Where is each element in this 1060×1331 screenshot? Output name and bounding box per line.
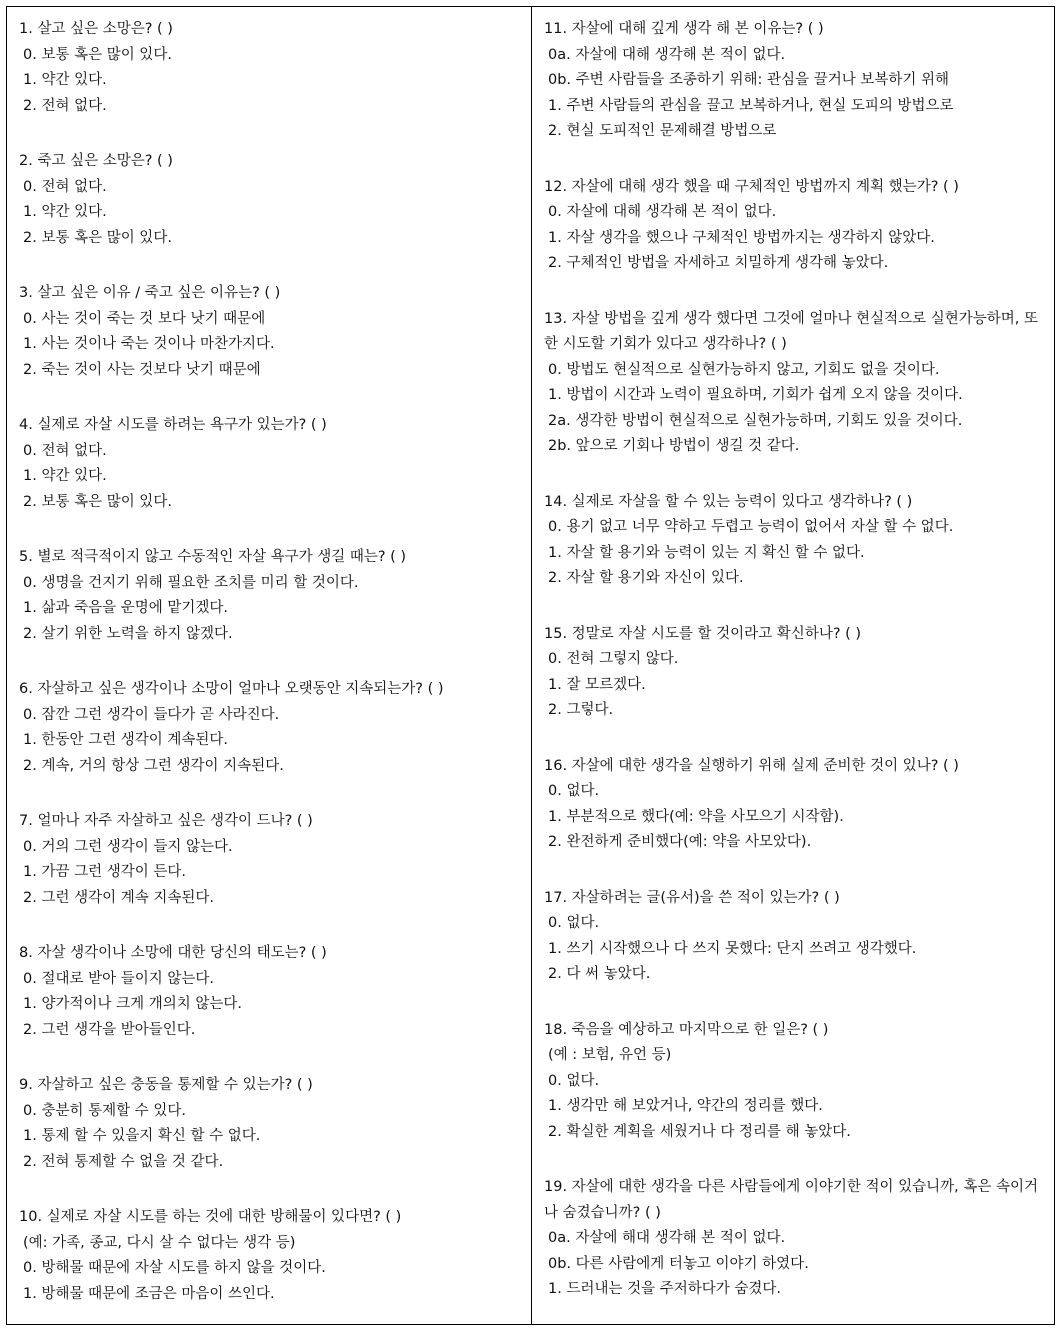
question-spacer bbox=[19, 647, 523, 677]
answer-option: 1. 자살 생각을 했으나 구체적인 방법까지는 생각하지 않았다. bbox=[548, 229, 935, 246]
question-item bbox=[19, 809, 523, 911]
question-item bbox=[544, 175, 1046, 277]
question-item bbox=[19, 941, 523, 1043]
answer-option: 2. 자살 할 용기와 자신이 있다. bbox=[548, 570, 744, 586]
answer-option: 2. 현실 도피적인 문제해결 방법으로 bbox=[548, 123, 777, 139]
question-item bbox=[19, 413, 523, 515]
question-spacer bbox=[19, 515, 523, 545]
question-title: 7. 얼마나 자주 자살하고 싶은 생각이 드나? ( ) bbox=[19, 813, 313, 829]
question-title: 12. 자살에 대해 생각 했을 때 구체적인 방법까지 계획 했는가? ( ) bbox=[544, 178, 959, 195]
question-spacer bbox=[544, 145, 1046, 175]
answer-option: 1. 양가적이나 크게 개의치 않는다. bbox=[23, 996, 242, 1012]
question-item bbox=[544, 754, 1046, 856]
answer-option: 2. 완전하게 준비했다(예: 약을 사모았다). bbox=[548, 834, 812, 850]
question-title: 19. 자살에 대한 생각을 다른 사람들에게 이야기한 적이 있습니까, 혹은 속이거나 숨겼습니까? ( ) bbox=[544, 1179, 1038, 1221]
question-title: 5. 별로 적극적이지 않고 수동적인 자살 욕구가 생길 때는? ( ) bbox=[19, 549, 407, 565]
answer-option: 1. 가끔 그런 생각이 든다. bbox=[23, 864, 186, 880]
question-item bbox=[19, 545, 523, 647]
answer-option: 1. 주변 사람들의 관심을 끌고 보복하거나, 현실 도피의 방법으로 bbox=[548, 97, 954, 114]
answer-option: 2. 계속, 거의 항상 그런 생각이 지속된다. bbox=[23, 757, 284, 774]
answer-option: 1. 약간 있다. bbox=[23, 204, 107, 220]
question-spacer bbox=[544, 988, 1046, 1018]
answer-option: 0a. 자살에 대해 생각해 본 적이 없다. bbox=[548, 46, 786, 63]
question-spacer bbox=[19, 1175, 523, 1205]
answer-option: 0b. 다른 사람에게 터놓고 이야기 하였다. bbox=[548, 1255, 809, 1272]
question-title: 3. 살고 싶은 이유 / 죽고 싶은 이유는? ( ) bbox=[19, 285, 281, 301]
answer-option: 2. 살기 위한 노력을 하지 않겠다. bbox=[23, 625, 233, 642]
answer-option: 1. 삶과 죽음을 운명에 맡기겠다. bbox=[23, 600, 228, 616]
answer-option: 2a. 생각한 방법이 현실적으로 실현가능하며, 기회도 있을 것이다. bbox=[548, 412, 963, 429]
answer-option: 2. 전혀 통제할 수 없을 것 같다. bbox=[23, 1153, 224, 1170]
questionnaire-table bbox=[6, 6, 1055, 1325]
question-spacer bbox=[544, 856, 1046, 886]
question-spacer bbox=[19, 911, 523, 941]
question-item bbox=[19, 1073, 523, 1175]
answer-option: 1. 생각만 해 보았거나, 약간의 정리를 했다. bbox=[548, 1098, 823, 1114]
question-title: 4. 실제로 자살 시도를 하려는 욕구가 있는가? ( ) bbox=[19, 417, 327, 433]
question-title: 15. 정말로 자살 시도를 할 것이라고 확신하나? ( ) bbox=[544, 625, 862, 642]
question-title: 8. 자살 생각이나 소망에 대한 당신의 태도는? ( ) bbox=[19, 945, 327, 961]
question-spacer bbox=[19, 383, 523, 413]
question-item bbox=[544, 1175, 1046, 1303]
answer-option: 2. 다 써 놓았다. bbox=[548, 966, 651, 982]
question-item bbox=[19, 677, 523, 779]
question-spacer bbox=[19, 251, 523, 281]
answer-option: 2b. 앞으로 기회나 방법이 생길 것 같다. bbox=[548, 438, 800, 454]
question-item bbox=[544, 622, 1046, 724]
question-item bbox=[19, 149, 523, 251]
answer-option: 0. 방법도 현실적으로 실현가능하지 않고, 기회도 없을 것이다. bbox=[548, 361, 940, 378]
question-item bbox=[19, 1205, 523, 1307]
question-spacer bbox=[544, 277, 1046, 307]
question-spacer bbox=[19, 1043, 523, 1073]
question-title: 18. 죽음을 예상하고 마지막으로 한 일은? ( ) bbox=[544, 1021, 829, 1038]
answer-option: 0. 용기 없고 너무 약하고 두렵고 능력이 없어서 자살 할 수 없다. bbox=[548, 519, 954, 535]
question-title: 13. 자살 방법을 깊게 생각 했다면 그것에 얼마나 현실적으로 실현가능하며, 또한 시도할 기회가 있다고 생각하나? ( ) bbox=[544, 310, 1038, 352]
question-title: 16. 자살에 대한 생각을 실행하기 위해 실제 준비한 것이 있나? ( ) bbox=[544, 757, 959, 774]
question-spacer bbox=[544, 460, 1046, 490]
question-title: 6. 자살하고 싶은 생각이나 소망이 얼마나 오랫동안 지속되는가? ( ) bbox=[19, 681, 444, 697]
question-item bbox=[19, 17, 523, 119]
question-spacer bbox=[19, 779, 523, 809]
question-spacer bbox=[544, 724, 1046, 754]
answer-option: 1. 드러내는 것을 주저하다가 숨겼다. bbox=[548, 1281, 781, 1297]
answer-option: 0. 자살에 대해 생각해 본 적이 없다. bbox=[548, 204, 777, 220]
answer-option: 2. 그런 생각을 받아들인다. bbox=[23, 1021, 196, 1038]
question-item bbox=[544, 886, 1046, 988]
answer-option: 0. 전혀 없다. bbox=[23, 442, 107, 459]
question-spacer bbox=[19, 119, 523, 149]
answer-option: 1. 쓰기 시작했으나 다 쓰지 못했다: 단지 쓰려고 생각했다. bbox=[548, 940, 917, 957]
answer-option: 0. 없다. bbox=[548, 1072, 600, 1089]
answer-option: 2. 그런 생각이 계속 지속된다. bbox=[23, 889, 214, 906]
question-spacer bbox=[544, 1145, 1046, 1175]
answer-option: 0. 없다. bbox=[548, 783, 600, 799]
answer-option: 0a. 자살에 해대 생각해 본 적이 없다. bbox=[548, 1230, 786, 1246]
answer-option: 1. 약간 있다. bbox=[23, 72, 107, 88]
answer-option: 2. 구체적인 방법을 자세하고 치밀하게 생각해 놓았다. bbox=[548, 255, 889, 271]
answer-option: 1. 방해물 때문에 조금은 마음이 쓰인다. bbox=[23, 1285, 275, 1302]
question-example-note: (예: 가족, 종교, 다시 살 수 없다는 생각 등) bbox=[23, 1234, 296, 1251]
question-title: 1. 살고 싶은 소망은? ( ) bbox=[19, 21, 173, 37]
answer-option: 0. 보통 혹은 많이 있다. bbox=[23, 46, 172, 63]
left-column bbox=[7, 7, 532, 1324]
answer-option: 2. 그렇다. bbox=[548, 702, 614, 718]
answer-option: 1. 방법이 시간과 노력이 필요하며, 기회가 쉽게 오지 않을 것이다. bbox=[548, 387, 963, 403]
question-title: 14. 실제로 자살을 할 수 있는 능력이 있다고 생각하나? ( ) bbox=[544, 493, 913, 510]
question-title: 10. 실제로 자살 시도를 하는 것에 대한 방해물이 있다면? ( ) bbox=[19, 1209, 402, 1225]
answer-option: 0. 거의 그런 생각이 들지 않는다. bbox=[23, 838, 233, 855]
question-title: 2. 죽고 싶은 소망은? ( ) bbox=[19, 153, 173, 169]
answer-option: 0. 잠깐 그런 생각이 들다가 곧 사라진다. bbox=[23, 706, 280, 723]
answer-option: 0. 방해물 때문에 자살 시도를 하지 않을 것이다. bbox=[23, 1260, 326, 1276]
answer-option: 1. 자살 할 용기와 능력이 있는 지 확신 할 수 없다. bbox=[548, 544, 865, 561]
answer-option: 1. 부분적으로 했다(예: 약을 사모으기 시작함). bbox=[548, 808, 844, 825]
question-title: 9. 자살하고 싶은 충동을 통제할 수 있는가? ( ) bbox=[19, 1077, 313, 1093]
answer-option: 1. 사는 것이나 죽는 것이나 마찬가지다. bbox=[23, 336, 275, 352]
answer-option: 0. 전혀 그렇지 않다. bbox=[548, 651, 679, 667]
right-column bbox=[532, 7, 1054, 1324]
answer-option: 2. 죽는 것이 사는 것보다 낫기 때문에 bbox=[23, 361, 261, 378]
question-title: 17. 자살하려는 글(유서)을 쓴 적이 있는가? ( ) bbox=[544, 889, 840, 906]
answer-option: 2. 보통 혹은 많이 있다. bbox=[23, 493, 172, 510]
answer-option: 2. 확실한 계획을 세웠거나 다 정리를 해 놓았다. bbox=[548, 1123, 851, 1140]
question-item bbox=[544, 307, 1046, 460]
answer-option: 0. 충분히 통제할 수 있다. bbox=[23, 1102, 186, 1119]
question-item bbox=[19, 281, 523, 383]
question-item bbox=[544, 1018, 1046, 1146]
answer-option: 0b. 주변 사람들을 조종하기 위해: 관심을 끌거나 보복하기 위해 bbox=[548, 72, 949, 88]
question-item bbox=[544, 17, 1046, 145]
answer-option: 1. 잘 모르겠다. bbox=[548, 676, 646, 693]
answer-option: 0. 없다. bbox=[548, 915, 600, 931]
answer-option: 0. 생명을 건지기 위해 필요한 조치를 미리 할 것이다. bbox=[23, 574, 359, 591]
answer-option: 1. 통제 할 수 있을지 확신 할 수 없다. bbox=[23, 1128, 261, 1144]
answer-option: 1. 약간 있다. bbox=[23, 468, 107, 484]
question-item bbox=[544, 490, 1046, 592]
answer-option: 0. 사는 것이 죽는 것 보다 낫기 때문에 bbox=[23, 310, 266, 327]
question-title: 11. 자살에 대해 깊게 생각 해 본 이유는? ( ) bbox=[544, 21, 824, 37]
answer-option: 1. 한동안 그런 생각이 계속된다. bbox=[23, 732, 228, 748]
answer-option: 2. 보통 혹은 많이 있다. bbox=[23, 229, 172, 246]
answer-option: 0. 절대로 받아 들이지 않는다. bbox=[23, 970, 214, 987]
question-spacer bbox=[544, 592, 1046, 622]
answer-option: 2. 전혀 없다. bbox=[23, 97, 107, 114]
answer-option: 0. 전혀 없다. bbox=[23, 178, 107, 195]
question-example-note: (예 : 보험, 유언 등) bbox=[548, 1047, 672, 1063]
